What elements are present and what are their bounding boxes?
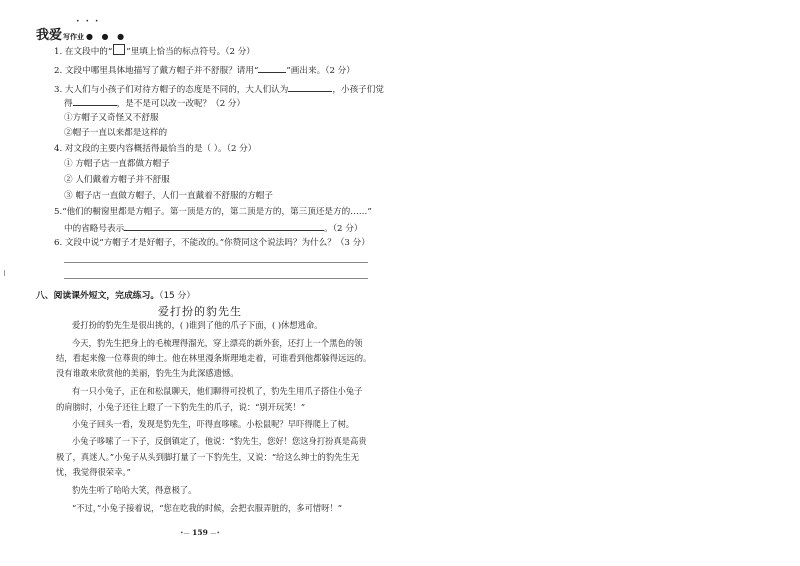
question-5: 5.“他们的橱窗里都是方帽子。第一顶是方的，第二顶是方的，第三顶还是方的……” — [54, 207, 372, 217]
question-4-option-3: ③ 帽子店一直做方帽子，人们一直戴着不舒服的方帽子 — [64, 191, 273, 201]
brand-subtitle: 写作业 — [63, 33, 85, 41]
answer-blank[interactable] — [288, 82, 332, 92]
question-4-option-2: ② 人们戴着方帽子并不舒服 — [64, 175, 170, 185]
brand-dots: • • • — [76, 18, 101, 25]
question-4: 4. 对文段的主要内容概括得最恰当的是（ ）。（2 分） — [54, 144, 257, 154]
answer-line[interactable] — [64, 278, 368, 279]
underline-sample — [258, 63, 286, 73]
brand-header — [36, 18, 128, 43]
question-3: 3. 大人们与小孩子们对待方帽子的态度是不同的，大人们认为 ，小孩子们觉 — [54, 82, 384, 96]
story-line: 有一只小兔子，正在和松鼠聊天，他们聊得可投机了，豹先生用爪子搭住小兔子 — [72, 386, 363, 396]
brand-dots-trailing: ● ● ● — [86, 32, 128, 41]
margin-mark — [4, 270, 9, 276]
story-line: 没有谁敢来欣赏他的美丽，豹先生为此深感遗憾。 — [56, 368, 239, 378]
question-5-cont: 中的省略号表示 。（2 分） — [64, 221, 362, 235]
answer-line[interactable] — [64, 262, 368, 263]
punctuation-box — [113, 44, 125, 55]
story-line: 的肩膀时，小兔子还往上瞪了一下豹先生的爪子，说：“别开玩笑！” — [56, 402, 306, 412]
brand-title: 我爱 — [36, 28, 63, 43]
story-line: 结，看起来像一位尊贵的绅士。他在林里漫条斯理地走着，可谁看到他都躲得远远的。 — [56, 353, 372, 363]
page-number: •— 159 —• — [180, 528, 220, 537]
section-heading: 八、阅读课外短文，完成练习。（15 分） — [36, 291, 196, 301]
question-6: 6. 文段中说“方帽子才是好帽子，不能改的。”你赞同这个说法吗？为什么？（3 分） — [54, 238, 370, 248]
story-line: 小兔子哆嗦了一下子，反倒镇定了，他说：“豹先生，您好！您这身打扮真是高贵 — [72, 436, 367, 446]
answer-blank[interactable] — [124, 221, 324, 231]
question-4-option-1: ① 方帽子店一直都做方帽子 — [64, 159, 170, 169]
story-line: 今天，豹先生把身上的毛梳理得溜光，穿上漂亮的新外套，还打上一个黑色的领 — [72, 338, 363, 348]
answer-blank[interactable] — [73, 96, 117, 106]
question-2: 2. 文段中哪里具体地描写了戴方帽子并不舒服？请用“ ”画出来。（2 分） — [54, 63, 355, 77]
story-line: 极了，真迷人。”小兔子从头到脚打量了一下豹先生，又说：“给这么绅士的豹先生无 — [56, 452, 360, 462]
story-line: 小兔子回头一看，发现是豹先生，吓得直哆嗦。小松鼠呢？早吓得爬上了树。 — [72, 419, 355, 429]
question-3-cont: 得 ，是不是可以改一改呢？（2 分） — [64, 96, 245, 110]
question-3-option-1: ①方帽子又奇怪又不舒服 — [64, 113, 159, 123]
story-line: 忧，我觉得很荣幸。” — [56, 467, 131, 477]
story-line: 爱打扮的豹先生是很出挑的，( )谁到了他的爪子下面，( )休想逃命。 — [72, 320, 323, 330]
question-3-option-2: ②帽子一直以来都是这样的 — [64, 128, 168, 138]
story-title: 爱打扮的豹先生 — [158, 305, 242, 318]
question-1: 1. 在文段中的“ ”里填上恰当的标点符号。（2 分） — [54, 44, 255, 58]
story-line: 豹先生听了哈哈大笑，得意极了。 — [72, 485, 197, 495]
story-line: “不过，”小兔子接着说，“您在吃我的时候，会把衣服弄脏的，多可惜呀！” — [72, 503, 343, 513]
